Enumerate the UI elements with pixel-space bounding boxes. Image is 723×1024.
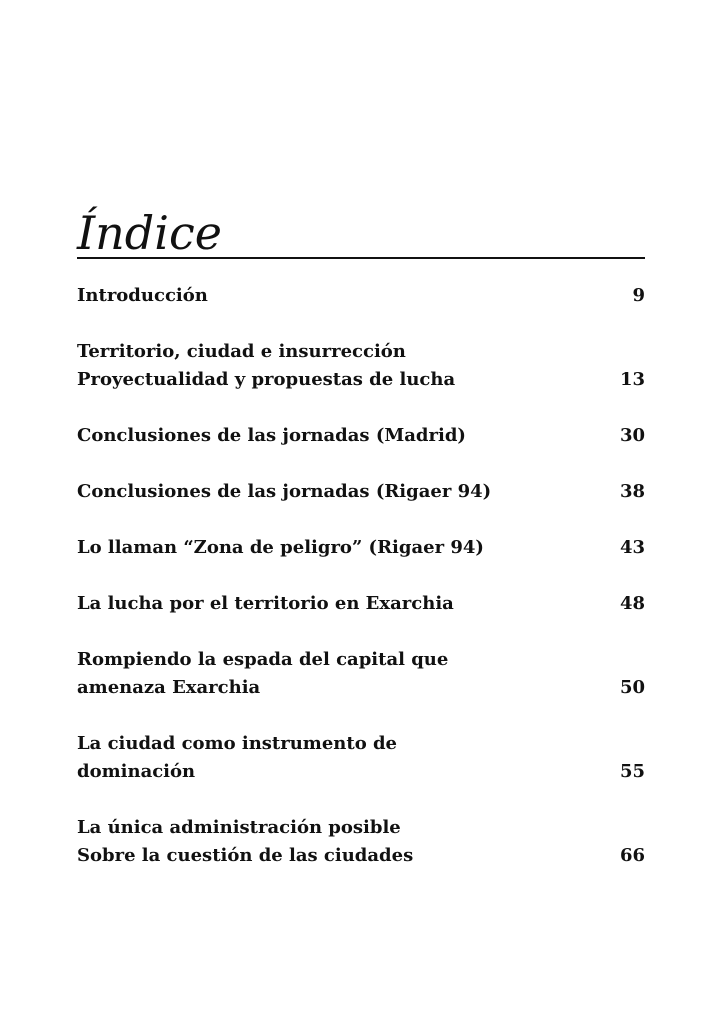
toc-entry-title-continued: amenaza Exarchia [77, 677, 261, 698]
toc-page-number: 66 [619, 845, 645, 866]
page-title: Índice [77, 206, 222, 260]
toc-page-number: 55 [619, 761, 645, 782]
toc-entry-title: La ciudad como instrumento de [77, 733, 398, 754]
toc-entry-rompiendo-espada[interactable] [77, 646, 645, 702]
toc-page-number: 9 [632, 285, 645, 306]
toc-entry-lucha-exarchia[interactable] [77, 590, 645, 618]
toc-entry-conclusiones-rigaer[interactable] [77, 478, 645, 506]
toc-entry-title-continued: dominación [77, 761, 196, 782]
toc-entry-unica-administracion[interactable] [77, 814, 645, 870]
toc-page-number: 43 [619, 537, 645, 558]
toc-page-number: 50 [619, 677, 645, 698]
toc-page-number: 38 [619, 481, 645, 502]
toc-entry-title: Territorio, ciudad e insurrección [77, 341, 406, 362]
toc-entry-ciudad-instrumento[interactable] [77, 730, 645, 786]
toc-entry-zona-peligro[interactable] [77, 534, 645, 562]
toc-page-number: 30 [619, 425, 645, 446]
toc-entry-title: Conclusiones de las jornadas (Madrid) [77, 425, 466, 446]
toc-entry-introduccion[interactable] [77, 282, 645, 310]
toc-entry-subtitle: Sobre la cuestión de las ciudades [77, 845, 414, 866]
toc-entry-territorio[interactable] [77, 338, 645, 394]
title-underline [77, 257, 645, 259]
toc-entry-title: Rompiendo la espada del capital que [77, 649, 449, 670]
toc-entry-title: Conclusiones de las jornadas (Rigaer 94) [77, 481, 492, 502]
toc-page-number: 13 [619, 369, 645, 390]
toc-entry-title: Introducción [77, 285, 208, 306]
toc-entry-title: Lo llaman “Zona de peligro” (Rigaer 94) [77, 537, 484, 558]
toc-entry-title: La lucha por el territorio en Exarchia [77, 593, 454, 614]
toc-page-number: 48 [619, 593, 645, 614]
toc-entry-conclusiones-madrid[interactable] [77, 422, 645, 450]
table-of-contents [77, 282, 645, 898]
toc-entry-title: La única administración posible [77, 817, 401, 838]
toc-entry-subtitle: Proyectualidad y propuestas de lucha [77, 369, 456, 390]
